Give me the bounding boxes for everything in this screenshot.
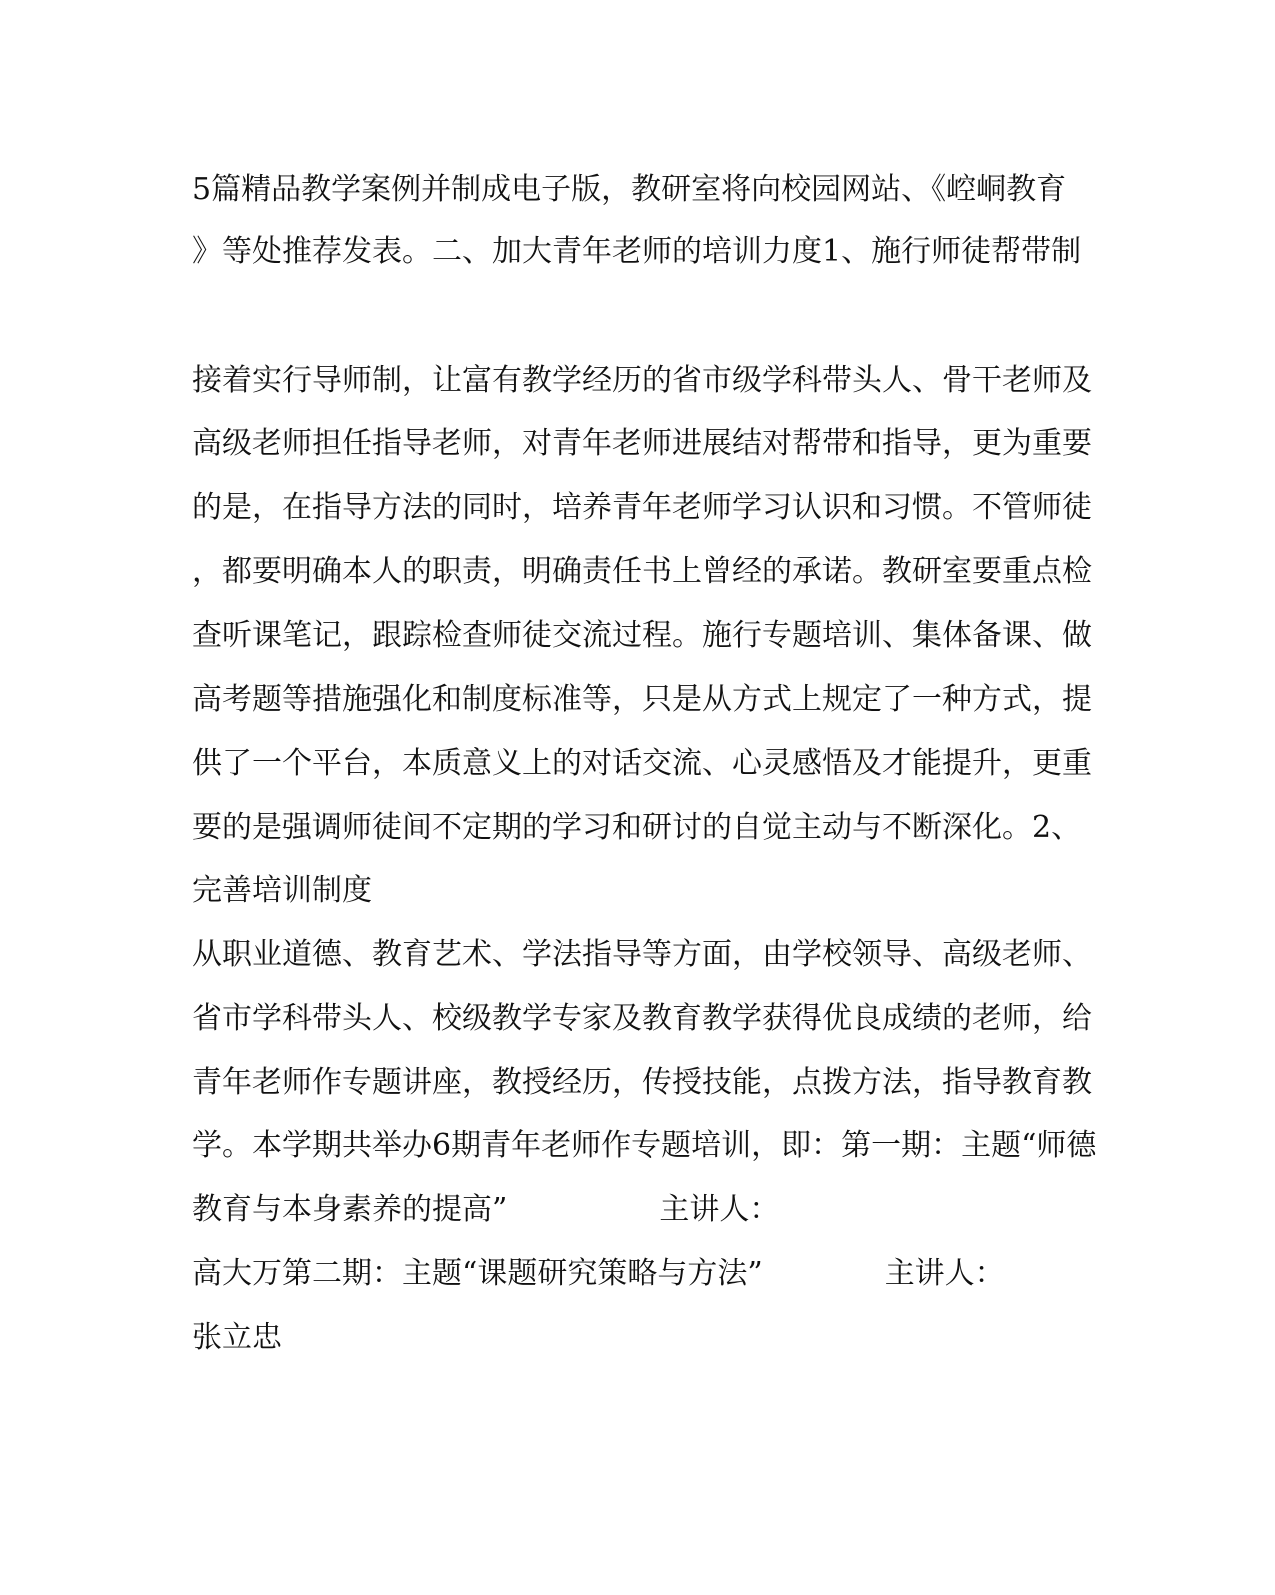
body-text-line: 》等处推荐发表。二、加大青年老师的培训力度1、施行师徒帮带制	[192, 234, 1082, 269]
body-text-line: 供了一个平台，本质意义上的对话交流、心灵感悟及才能提升，更重	[192, 746, 1092, 781]
lecture-topic-text: 高大万第二期：主题“课题研究策略与方法”	[192, 1256, 763, 1291]
body-text-line: 省市学科带头人、校级教学专家及教育教学获得优良成绩的老师，给	[192, 1001, 1092, 1036]
body-text-line: 5篇精品教学案例并制成电子版，教研室将向校园网站、《崆峒教育	[192, 172, 1067, 207]
body-text-line: 学。本学期共举办6期青年老师作专题培训，即：第一期：主题“师德	[192, 1128, 1097, 1163]
body-text-line: 要的是强调师徒间不定期的学习和研讨的自觉主动与不断深化。2、	[192, 810, 1082, 845]
body-text-line: 高考题等措施强化和制度标准等，只是从方式上规定了一种方式，提	[192, 682, 1092, 717]
body-text-line: 青年老师作专题讲座，教授经历，传授技能，点拨方法，指导教育教	[192, 1065, 1092, 1100]
lecturer-label: 主讲人：	[884, 1256, 1005, 1291]
body-text-line: 高级老师担任指导老师，对青年老师进展结对帮带和指导，更为重要	[192, 426, 1092, 461]
lecture-line-2	[192, 1254, 1005, 1294]
lecturer-name: 张立忠	[192, 1320, 282, 1355]
lecture-line-1	[192, 1190, 779, 1230]
section-heading-line: 完善培训制度	[192, 873, 372, 908]
lecturer-label: 主讲人：	[659, 1192, 780, 1227]
body-text-line: 接着实行导师制，让富有教学经历的省市级学科带头人、骨干老师及	[192, 363, 1092, 398]
body-text-line: ，都要明确本人的职责，明确责任书上曾经的承诺。教研室要重点检	[192, 554, 1092, 589]
body-text-line: 的是，在指导方法的同时，培养青年老师学习认识和习惯。不管师徒	[192, 490, 1092, 525]
lecture-topic-text: 教育与本身素养的提高”	[192, 1192, 508, 1227]
body-text-line: 查听课笔记，跟踪检查师徒交流过程。施行专题培训、集体备课、做	[192, 618, 1092, 653]
body-text-line: 从职业道德、教育艺术、学法指导等方面，由学校领导、高级老师、	[192, 937, 1092, 972]
